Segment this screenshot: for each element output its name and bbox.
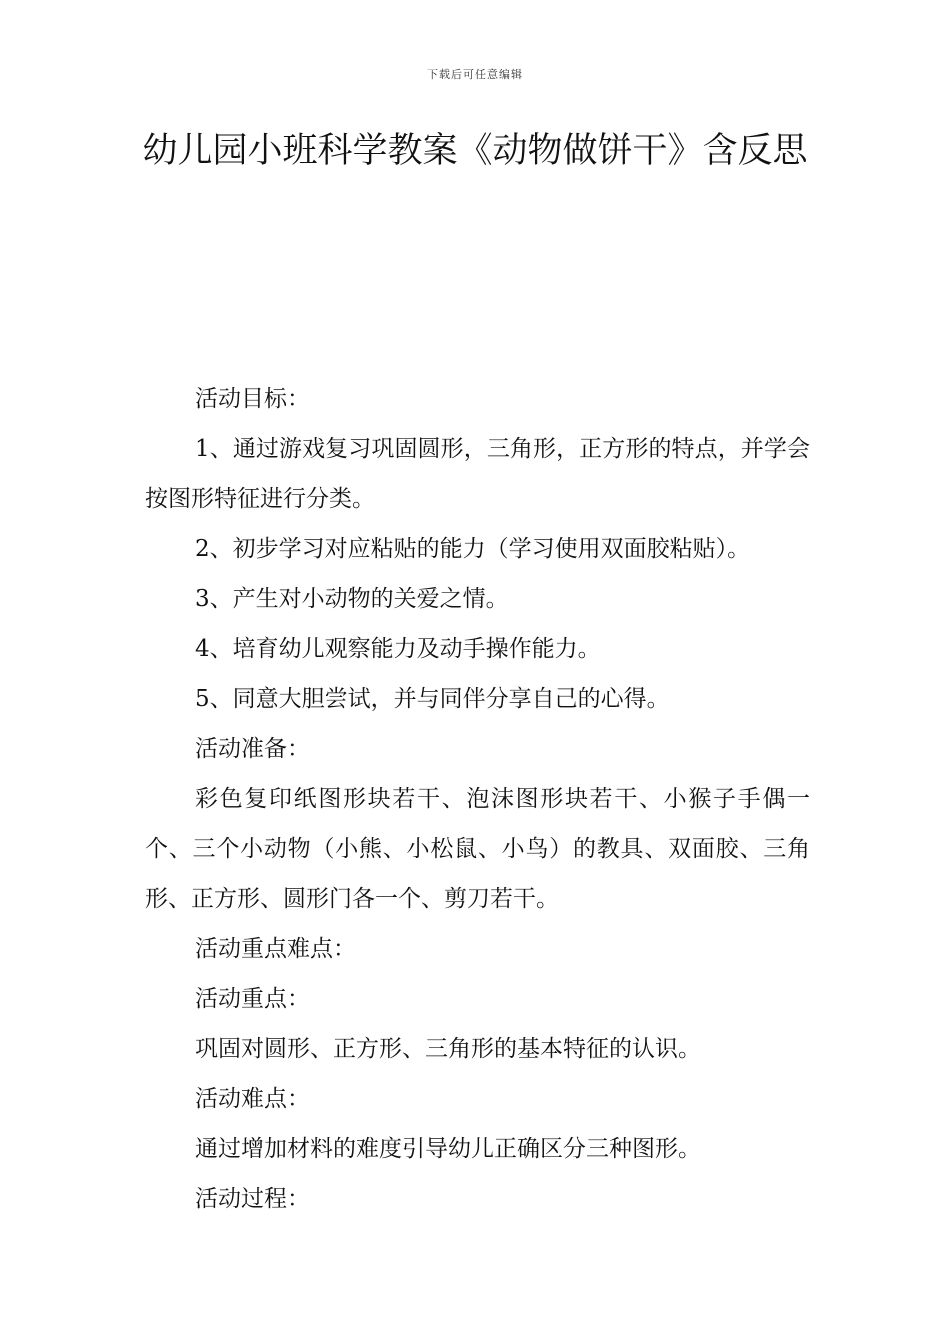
key-point-text: 巩固对圆形、正方形、三角形的基本特征的认识。 (195, 1036, 701, 1062)
document-body (145, 374, 810, 1224)
section-heading-process: 活动过程： (195, 1186, 310, 1212)
section-heading-key-difficult-points: 活动重点难点： (195, 936, 356, 962)
objective-item-4: 4、培育幼儿观察能力及动手操作能力。 (195, 636, 601, 662)
section-heading-preparation: 活动准备： (195, 736, 310, 762)
objective-item-5: 5、同意大胆尝试，并与同伴分享自己的心得。 (195, 686, 670, 712)
section-heading-objectives: 活动目标： (195, 386, 310, 412)
header-note: 下载后可任意编辑 (427, 68, 523, 81)
preparation-text: 彩色复印纸图形块若干、泡沫图形块若干、小猴子手偶一个、三个小动物（小熊、小松鼠、小鸟）的教具、双面胶、三角形、正方形、圆形门各一个、剪刀若干。 (145, 786, 810, 912)
objective-item-3: 3、产生对小动物的关爱之情。 (195, 586, 509, 612)
subheading-difficult-point: 活动难点： (195, 1086, 310, 1112)
difficult-point-text: 通过增加材料的难度引导幼儿正确区分三种图形。 (195, 1136, 701, 1162)
objective-item-1: 1、通过游戏复习巩固圆形，三角形，正方形的特点，并学会按图形特征进行分类。 (145, 436, 810, 512)
document-title: 幼儿园小班科学教案《动物做饼干》含反思 (142, 131, 808, 171)
subheading-key-point: 活动重点： (195, 986, 310, 1012)
objective-item-2: 2、初步学习对应粘贴的能力（学习使用双面胶粘贴）。 (195, 536, 751, 562)
